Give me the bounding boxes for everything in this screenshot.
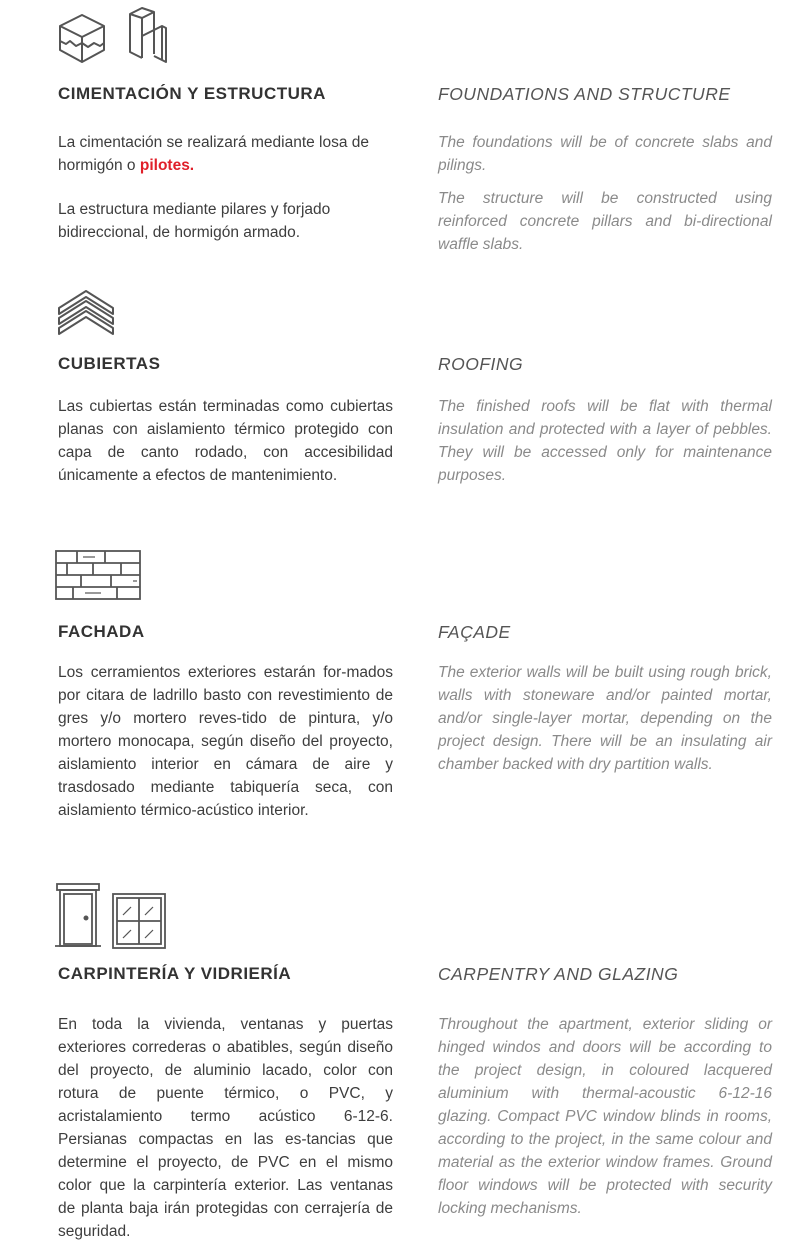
facade-title-es: FACHADA: [58, 622, 145, 641]
facade-paragraph-es: Los cerramientos exteriores estarán for-mados por citara de ladrillo basto con revestimiento de gres y/o mortero reves-tido de pintura, y/o mortero monocapa, según diseño del proyecto, aislamiento interior en cámara de aire y trasdosado mediante tabiquería seca, con aislamiento térmico-acústico interior.: [58, 664, 393, 819]
carpentry-title-es: CARPINTERÍA Y VIDRIERÍA: [58, 964, 292, 983]
carpentry-paragraph-en: Throughout the apartment, exterior sliding or hinged windos and doors will be according to the project design, in coloured lacquered aluminium with thermal-acoustic 6-12-16 glazing. Compact PVC window blinds in rooms, according to the project, in the same colour and material as the exterior window frames. Ground floor windows will be protected with security locking mechanisms.: [438, 1016, 772, 1217]
facade-title-en: FAÇADE: [438, 622, 511, 642]
roofing-title-en: ROOFING: [438, 354, 524, 374]
roof-chevrons-icon: [56, 288, 116, 342]
carpentry-title-en: CARPENTRY AND GLAZING: [438, 964, 679, 984]
pilotes-highlight: pilotes.: [139, 157, 195, 174]
carpentry-text-es: [58, 1013, 393, 1243]
carpentry-paragraph-es: En toda la vivienda, ventanas y puertas exteriores correderas o abatibles, según diseño del proyecto, de aluminio lacado, color con rotura de puente térmico, o PVC, y acristalamiento termo acústico 6-12-6. Persianas compactas en las es-tancias que determine el proyecto, de PVC en el mismo color que la carpintería exterior. Las ventanas de planta baja irán protegidas con cerrajería de seguridad.: [58, 1016, 393, 1240]
foundation-cube-icon: [56, 12, 108, 64]
roofing-title-es: CUBIERTAS: [58, 354, 161, 373]
roofing-paragraph-en: The finished roofs will be flat with thermal insulation and protected with a layer of pebbles. They will be accessed only for maintenance purposes.: [438, 398, 772, 484]
foundations-text-en: [438, 131, 772, 256]
facade-paragraph-en: The exterior walls will be built using rough brick, walls with stoneware and/or painted mortar, and/or single-layer mortar, depending on the project design. There will be an insulating air chamber backed with dry partition walls.: [438, 664, 772, 773]
roofing-text-en: [438, 395, 772, 487]
foundations-title-es: CIMENTACIÓN Y ESTRUCTURA: [58, 84, 326, 103]
foundations-paragraph-2-es: La estructura mediante pilares y forjado bidireccional, de hormigón armado.: [58, 201, 331, 241]
window-icon: [112, 893, 166, 949]
facade-text-en: [438, 661, 772, 776]
roofing-paragraph-es: Las cubiertas están terminadas como cubiertas planas con aislamiento térmico protegido con capa de canto rodado, con accesibilidad únicamente a efectos de mantenimiento.: [58, 398, 393, 484]
door-icon: [55, 882, 101, 948]
foundations-text-es: [58, 131, 376, 244]
foundations-p1-text: La cimentación se realizará mediante losa de hormigón o: [58, 134, 370, 174]
foundations-paragraph-2-en: The structure will be constructed using reinforced concrete pillars and bi-directional waffle slabs.: [438, 190, 772, 253]
roofing-text-es: [58, 395, 393, 487]
foundations-paragraph-1-en: The foundations will be of concrete slabs and pilings.: [438, 134, 772, 174]
steel-beam-icon: [126, 6, 170, 64]
facade-text-es: [58, 661, 393, 822]
foundations-paragraph-1-es: [58, 131, 376, 177]
carpentry-text-en: [438, 1013, 772, 1220]
brick-wall-icon: [55, 550, 141, 600]
foundations-title-en: FOUNDATIONS AND STRUCTURE: [438, 84, 731, 104]
